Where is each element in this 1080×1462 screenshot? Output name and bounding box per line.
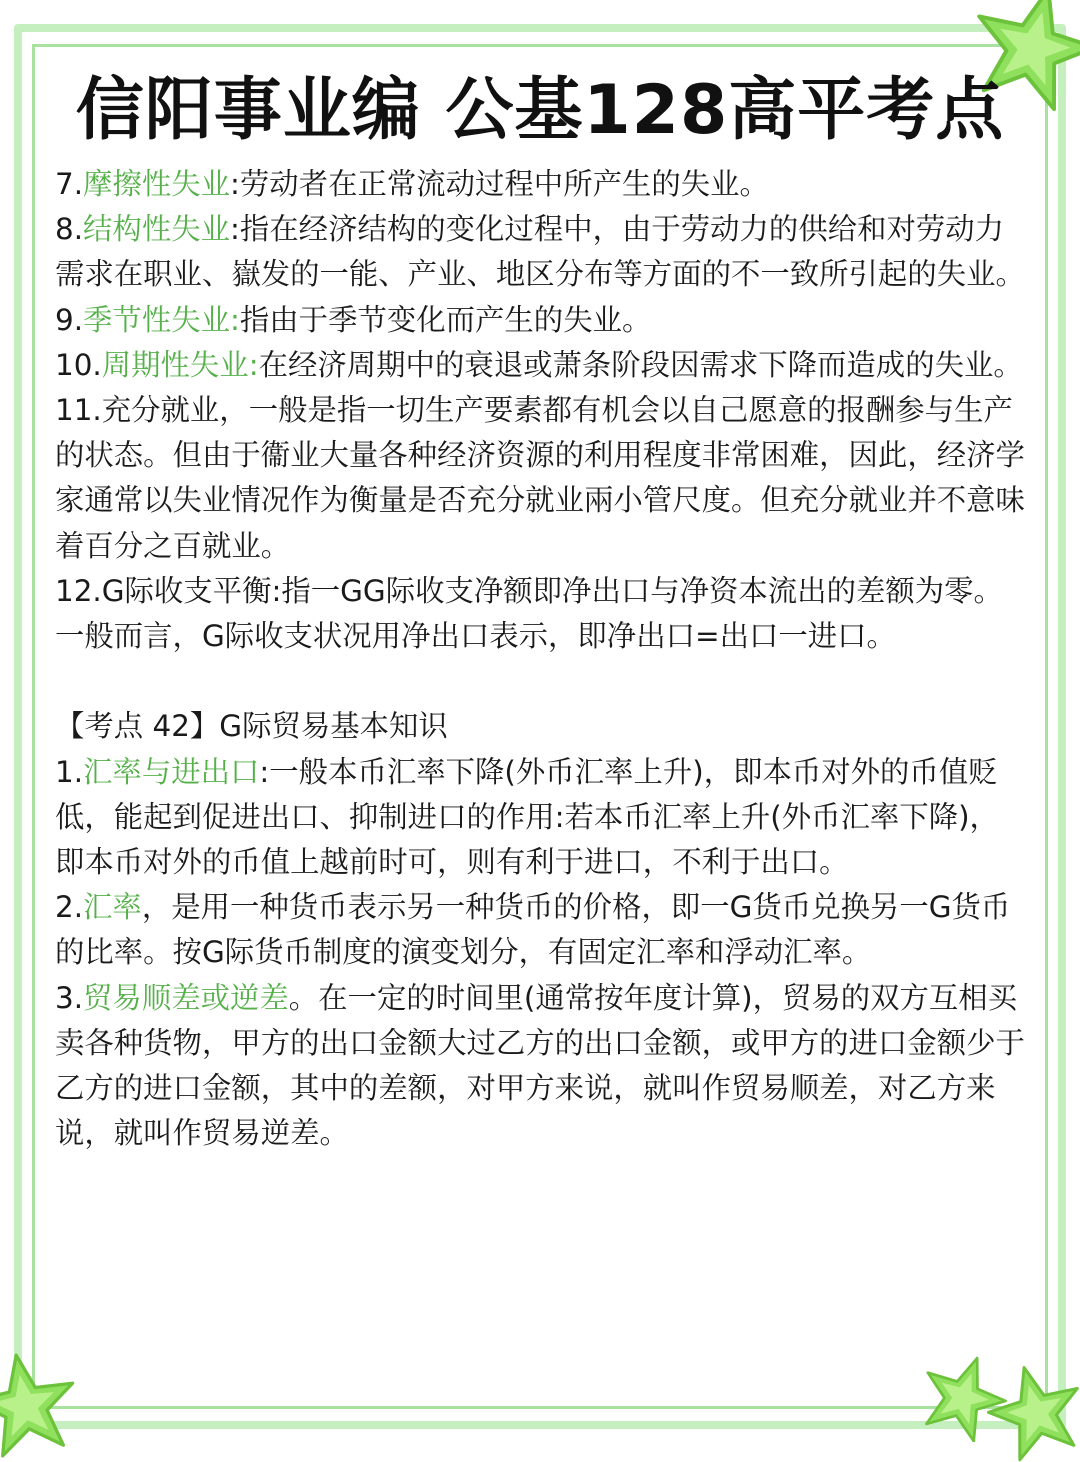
key-term: 周期性失业: <box>101 347 259 382</box>
item-text: 充分就业，一般是指一切生产要素都有机会以自己愿意的报酬参与生产的状态。但由于衞业大量各种经济资源的利用程度非常困难，因此，经济学家通常以失业情况作为衡量是否充分就业兩小管尺度。但充分就业并不意味着百分之百就业。 <box>55 393 1025 563</box>
paragraph-section2-item-3 <box>55 976 1027 1157</box>
star-icon <box>986 1362 1080 1462</box>
item-number: 8. <box>55 212 84 247</box>
item-text: :指在经济结构的变化过程中，由于劳动力的供给和对劳动力需求在职业、嶽发的一能、产业、地区分布等方面的不一致所引起的失业。 <box>55 212 1025 292</box>
item-number: 11. <box>55 393 102 428</box>
paragraph-item-9 <box>55 298 1027 343</box>
spacer <box>55 659 1027 704</box>
item-text: 指由于季节变化而产生的失业。 <box>239 302 652 337</box>
item-text: ，是用一种货币表示另一种货币的价格，即一G货币兑换另一G货币的比率。按G际货币制度的演变划分，有固定汇率和浮动汇率。 <box>55 890 1011 970</box>
item-number: 1. <box>55 754 84 789</box>
key-term: 结构性失业 <box>83 212 230 247</box>
item-number: 2. <box>55 890 84 925</box>
paragraph-item-11 <box>55 388 1027 569</box>
paragraph-item-8 <box>55 207 1027 297</box>
item-text: G际收支平衡:指一GG际收支净额即净出口与净资本流出的差额为零。一般而言，G际收支状况用净出口表示，即净出口=出口一进口。 <box>55 573 1003 654</box>
key-term: 摩擦性失业 <box>83 167 230 201</box>
document-body <box>55 162 1027 1156</box>
section-heading: 【考点 42】G际贸易基本知识 <box>55 709 448 744</box>
item-text: 。在一定的时间里(通常按年度计算)，贸易的双方互相买卖各种货物，甲方的出口金额大过乙方的出口金额，或甲方的进口金额少于乙方的进口金额，其中的差额，对甲方来说，就叫作贸易顺差，对乙方来说，就叫作贸易逆差。 <box>55 980 1025 1151</box>
item-number: 9. <box>55 302 84 337</box>
star-icon <box>0 1350 80 1460</box>
paragraph-item-7 <box>55 162 1027 207</box>
key-term: 汇率 <box>83 890 142 925</box>
item-text: 在经济周期中的衰退或萧条阶段因需求下降而造成的失业。 <box>258 347 1023 382</box>
item-number: 7. <box>55 167 84 201</box>
key-term: 汇率与进出口 <box>83 754 260 789</box>
item-number: 10. <box>55 347 102 382</box>
paragraph-item-12 <box>55 569 1027 659</box>
page-title: 信阳事业编 公基128高平考点 <box>75 71 1005 150</box>
paragraph-section2-item-1 <box>55 750 1027 886</box>
key-term: 季节性失业: <box>83 302 240 337</box>
item-number: 3. <box>55 980 84 1015</box>
item-text: :劳动者在正常流动过程中所产生的失业。 <box>230 167 769 201</box>
paragraph-item-10 <box>55 343 1027 388</box>
paragraph-section2-item-2 <box>55 885 1027 975</box>
key-term: 贸易顺差或逆差 <box>83 980 289 1015</box>
item-text: :一般本币汇率下降(外币汇率上升)，即本币对外的币值贬低，能起到促进出口、抑制进口的作用:若本币汇率上升(外币汇率下降)，即本币对外的币值上越前时可，则有利于进口，不利于出口。 <box>55 754 999 880</box>
item-number: 12. <box>55 573 102 608</box>
